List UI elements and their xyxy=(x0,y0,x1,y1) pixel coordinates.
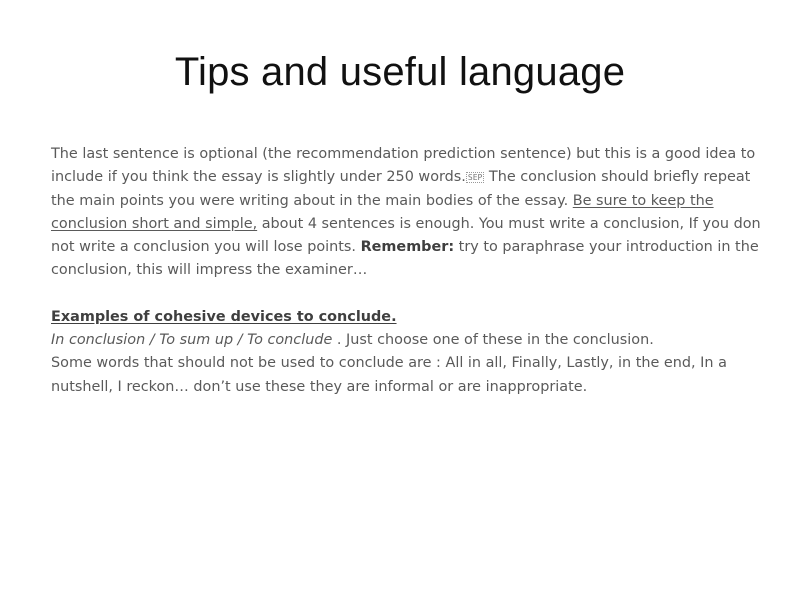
slide-title: Tips and useful language xyxy=(174,50,626,94)
cohesive-devices-note: . Just choose one of these in the conclusion. xyxy=(332,332,654,349)
tips-text-1: The last sentence is optional (the recommendation prediction sentence) but this is a good idea to include if you think the essay is slightly under 250 words. xyxy=(51,146,756,186)
examples-heading-line xyxy=(51,306,763,329)
conclusion-tips-paragraph xyxy=(51,143,763,283)
slide-content xyxy=(51,143,763,399)
cohesive-devices-list: In conclusion / To sum up / To conclude xyxy=(51,332,333,349)
underlined-advice: Be sure to keep the conclusion short and simple, xyxy=(51,192,714,232)
tips-text-3: about 4 sentences is enough. You must write a conclusion, If you don not write a conclusion you will lose points. xyxy=(51,215,761,256)
tips-text-2: The conclusion should briefly repeat the main points you were writing about in the main bodies of the essay. xyxy=(51,169,751,209)
remember-label: Remember: xyxy=(360,239,455,256)
examples-heading: Examples of cohesive devices to conclude. xyxy=(51,308,397,325)
paragraph-gap xyxy=(51,283,763,306)
cohesive-devices-line xyxy=(51,329,763,352)
tips-text-4: try to paraphrase your introduction in the conclusion, this will impress the examiner… xyxy=(51,239,759,279)
separator-glyph: SEP xyxy=(467,173,483,183)
avoid-words-paragraph: Some words that should not be used to conclude are : All in all, Finally, Lastly, in the end, In a nutshell, I reckon… don’t use these they are informal or are inappropriate. xyxy=(51,355,727,395)
